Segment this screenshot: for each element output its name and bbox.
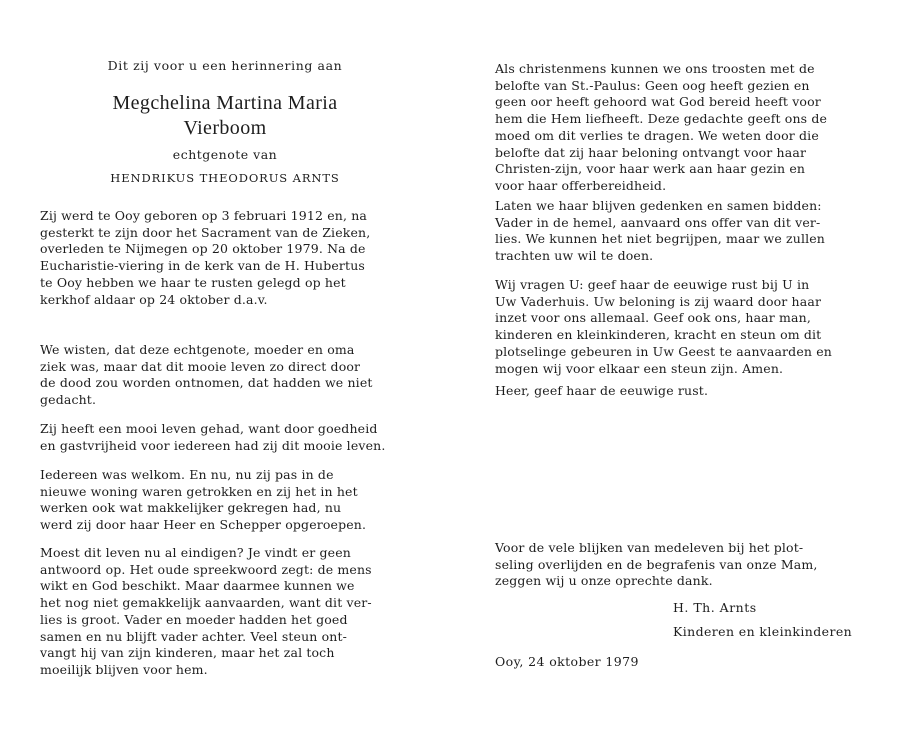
- deceased-name: Megchelina Martina Maria Vierboom: [112, 92, 338, 139]
- text-paragraph: We wisten, dat deze echtgenote, moeder en oma ziek was, maar dat dit mooie leven zo direct door de dood zou worden ontnomen, dat hadden we niet gedacht.: [40, 342, 373, 408]
- thanks-paragraph: Voor de vele blijken van medeleven bij het plot- seling overlijden en de begrafenis van onze Mam, zeggen wij u onze oprechte dank.: [495, 540, 818, 589]
- text-paragraph: Iedereen was welkom. En nu, nu zij pas in de nieuwe woning waren getrokken en zij het in het werken ook wat makkelijker gekregen had, nu werd zij door haar Heer en Schepper opgeroepen.: [40, 467, 367, 533]
- text-paragraph: Zij heeft een mooi leven gehad, want door goedheid en gastvrijheid voor iedereen had zij dit mooie leven.: [40, 421, 386, 453]
- spouse-name: HENDRIKUS THEODORUS ARNTS: [110, 171, 340, 185]
- biography-paragraph: Zij werd te Ooy geboren op 3 februari 1912 en, na gesterkt te zijn door het Sacrament van de Zieken, overleden te Nijmegen op 20 oktober 1979. Na de Eucharistie-viering in de kerk van de H. Hubertus te Ooy hebben we haar te rusten gelegd op het kerkhof aldaar op 24 oktober d.a.v.: [40, 208, 371, 307]
- signature-name: H. Th. Arnts: [673, 600, 757, 615]
- prayer-paragraph: Heer, geef haar de eeuwige rust.: [495, 383, 709, 398]
- prayer-paragraph: Wij vragen U: geef haar de eeuwige rust bij U in Uw Vaderhuis. Uw beloning is zij waard door haar inzet voor ons allemaal. Geef ook ons, haar man, kinderen en kleinkinderen, kracht en steun om dit plotselinge gebeuren in Uw Geest te aanvaarden en mogen wij voor elkaar een steun zijn. Amen.: [495, 277, 832, 376]
- intro-line: Dit zij voor u een herinnering aan: [107, 58, 343, 73]
- text-paragraph: Moest dit leven nu al eindigen? Je vindt er geen antwoord op. Het oude spreekwoord zegt: de mens wikt en God beschikt. Maar daarmee kunnen we het nog niet gemakkelijk aanvaarden, want dit ver- lies is groot. Vader en moeder hadden het goed samen en nu blijft vader achter. Veel steun ont- vangt hij van zijn kinderen, maar het zal toch moeilijk blijven voor hem.: [40, 545, 372, 677]
- prayer-paragraph: Laten we haar blijven gedenken en samen bidden: Vader in de hemel, aanvaard ons offer van dit ver- lies. We kunnen het niet begrijpen, maar we zullen trachten uw wil te doen.: [495, 198, 825, 264]
- place-date: Ooy, 24 oktober 1979: [495, 654, 639, 669]
- spouse-label: echtgenote van: [172, 147, 278, 162]
- signature-family: Kinderen en kleinkinderen: [673, 624, 853, 639]
- text-paragraph: Als christenmens kunnen we ons troosten met de belofte van St.-Paulus: Geen oog heeft gezien en geen oor heeft gehoord wat God bereid heeft voor hem die Hem liefheeft. Deze gedachte geeft ons de moed om dit verlies te dragen. We weten door die belofte dat zij haar beloning ontvangt voor haar Christen-zijn, voor haar werk aan haar gezin en voor haar offerbereidheid.: [495, 61, 828, 193]
